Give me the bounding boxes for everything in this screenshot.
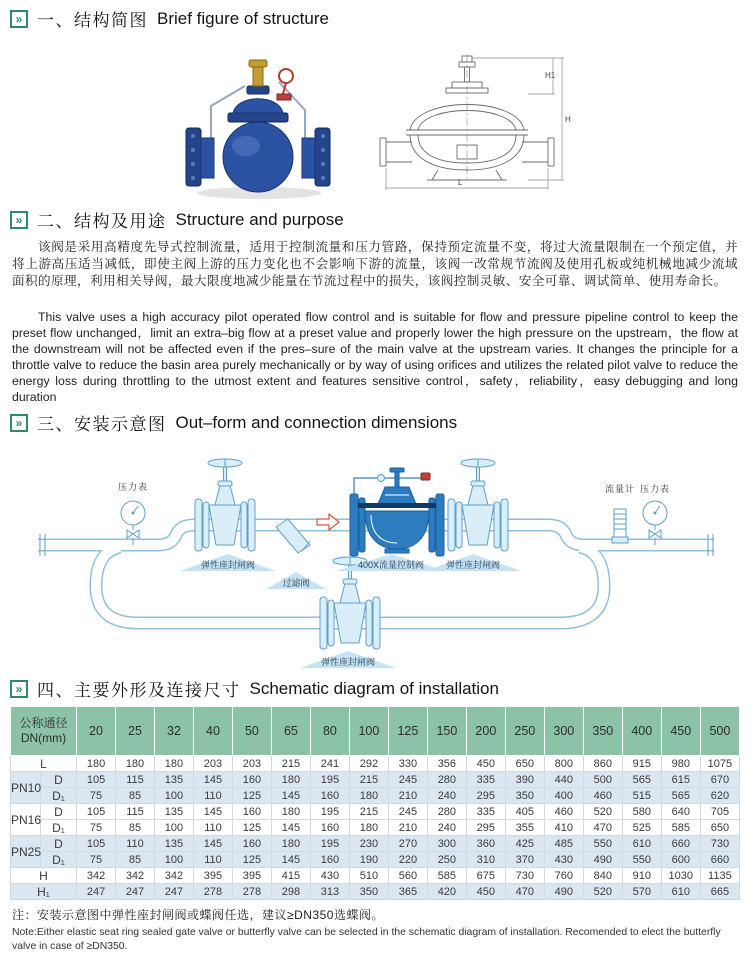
gate-valve-left-callout: 弹性座封闸阀 bbox=[180, 554, 276, 571]
dimension-cell: 160 bbox=[232, 836, 271, 852]
dimension-cell: 485 bbox=[544, 836, 583, 852]
dimension-cell: 310 bbox=[466, 852, 505, 868]
dimension-cell: 190 bbox=[349, 852, 388, 868]
section3-title-zh: 三、安装示意图 bbox=[37, 415, 167, 434]
section1-header bbox=[10, 6, 329, 31]
dimension-cell: 125 bbox=[232, 820, 271, 836]
dimension-cell: 180 bbox=[271, 836, 310, 852]
dimension-cell: 180 bbox=[154, 756, 193, 772]
section4-title-zh: 四、主要外形及连接尺寸 bbox=[37, 681, 241, 700]
dn-column-header: 65 bbox=[271, 707, 310, 756]
dimension-cell: 270 bbox=[388, 836, 427, 852]
dimension-cell: 330 bbox=[388, 756, 427, 772]
dimension-cell: 550 bbox=[622, 852, 661, 868]
dimension-cell: 760 bbox=[544, 868, 583, 884]
table-row bbox=[11, 756, 740, 772]
dimension-cell: 650 bbox=[505, 756, 544, 772]
dimension-cell: 160 bbox=[310, 852, 349, 868]
section1-title-zh: 一、结构简图 bbox=[37, 11, 148, 30]
dimension-cell: 75 bbox=[77, 852, 116, 868]
dimension-cell: 525 bbox=[622, 820, 661, 836]
dimension-cell: 100 bbox=[154, 852, 193, 868]
dn-column-header: 50 bbox=[232, 707, 271, 756]
dimension-cell: 520 bbox=[583, 884, 622, 900]
dimension-cell: 180 bbox=[77, 756, 116, 772]
section1-title-en: Brief figure of structure bbox=[157, 8, 329, 28]
dn-column-header: 300 bbox=[544, 707, 583, 756]
table-header-row bbox=[11, 707, 740, 756]
dimension-cell: 110 bbox=[193, 820, 232, 836]
table-row bbox=[11, 804, 740, 820]
dimension-cell: 1135 bbox=[700, 868, 739, 884]
dimension-cell: 105 bbox=[77, 772, 116, 788]
dimension-cell: 230 bbox=[349, 836, 388, 852]
dim-label-l: L bbox=[458, 178, 463, 187]
dimension-cell: 342 bbox=[77, 868, 116, 884]
table-row bbox=[11, 820, 740, 836]
dimension-cell: 110 bbox=[193, 852, 232, 868]
dimension-cell: 415 bbox=[271, 868, 310, 884]
table-corner-header: 公称通径 DN(mm) bbox=[11, 707, 77, 756]
dimension-cell: 195 bbox=[310, 836, 349, 852]
table-row bbox=[11, 868, 740, 884]
dimension-cell: 342 bbox=[116, 868, 155, 884]
dimension-cell: 210 bbox=[388, 820, 427, 836]
dimension-cell: 160 bbox=[310, 820, 349, 836]
dimension-cell: 160 bbox=[232, 804, 271, 820]
gate-valve-right bbox=[448, 459, 508, 551]
installation-diagram bbox=[0, 438, 750, 670]
row-label: D₁ bbox=[41, 788, 77, 804]
row-label: H bbox=[11, 868, 77, 884]
dimension-cell: 300 bbox=[427, 836, 466, 852]
dimension-cell: 280 bbox=[427, 804, 466, 820]
dimension-cell: 420 bbox=[427, 884, 466, 900]
dimension-cell: 220 bbox=[388, 852, 427, 868]
pressure-gauge-left bbox=[121, 501, 145, 545]
section2-header bbox=[10, 207, 344, 232]
section4-header bbox=[10, 676, 499, 701]
dimension-cell: 313 bbox=[310, 884, 349, 900]
dimension-cell: 490 bbox=[583, 852, 622, 868]
section-marker-icon: » bbox=[10, 10, 28, 28]
gate-valve-bypass-callout: 弹性座封闸阀 bbox=[300, 651, 396, 668]
dimension-cell: 430 bbox=[544, 852, 583, 868]
purpose-paragraph-zh: 该阀是采用高精度先导式控制流量，适用于控制流量和压力管路，保持预定流量不变，将过大流量限制在一个预定值，并将上游高压适当减低，即使主阀上游的压力变化也不会影响下游的流量，该阀一改常规节流阀及使用孔板或纯机械地减少流域面积的原理，利用相关导阀，最大限度地减少能量在节流过程中的损失，该阀控制灵敏、安全可靠、调试简单、使用寿命长。 bbox=[12, 240, 738, 288]
dimension-cell: 356 bbox=[427, 756, 466, 772]
dimension-cell: 245 bbox=[388, 772, 427, 788]
dimension-cell: 410 bbox=[544, 820, 583, 836]
dimension-cell: 135 bbox=[154, 836, 193, 852]
dimension-cell: 245 bbox=[388, 804, 427, 820]
dimension-cell: 335 bbox=[466, 804, 505, 820]
dimension-cell: 390 bbox=[505, 772, 544, 788]
dimension-cell: 670 bbox=[700, 772, 739, 788]
dimension-cell: 520 bbox=[583, 804, 622, 820]
dn-column-header: 500 bbox=[700, 707, 739, 756]
dimension-cell: 665 bbox=[700, 884, 739, 900]
dn-column-header: 200 bbox=[466, 707, 505, 756]
dimension-cell: 298 bbox=[271, 884, 310, 900]
dimension-cell: 125 bbox=[232, 788, 271, 804]
dimension-cell: 160 bbox=[310, 788, 349, 804]
table-row bbox=[11, 836, 740, 852]
dimension-cell: 247 bbox=[116, 884, 155, 900]
filter-valve-callout: 过滤阀 bbox=[266, 572, 326, 589]
row-label: H₁ bbox=[11, 884, 77, 900]
dimension-cell: 640 bbox=[661, 804, 700, 820]
section3-title-en: Out–form and connection dimensions bbox=[175, 412, 458, 432]
note-zh: 注：安装示意图中弹性座封闸阀或蝶阀任选，建议≥DN350选蝶阀。 bbox=[12, 908, 384, 922]
dimension-cell: 280 bbox=[427, 772, 466, 788]
dimension-cell: 470 bbox=[505, 884, 544, 900]
pressure-gauge-right bbox=[643, 501, 667, 545]
dimension-cell: 440 bbox=[544, 772, 583, 788]
dim-label-h: H bbox=[565, 115, 571, 124]
dimension-cell: 335 bbox=[466, 772, 505, 788]
dimension-cell: 85 bbox=[116, 788, 155, 804]
dimension-cell: 115 bbox=[116, 804, 155, 820]
dimension-cell: 85 bbox=[116, 820, 155, 836]
dimension-cell: 203 bbox=[193, 756, 232, 772]
dimension-cell: 195 bbox=[310, 804, 349, 820]
dimension-cell: 250 bbox=[427, 852, 466, 868]
dimension-cell: 915 bbox=[622, 756, 661, 772]
dn-column-header: 80 bbox=[310, 707, 349, 756]
dimension-cell: 75 bbox=[77, 820, 116, 836]
dn-column-header: 25 bbox=[116, 707, 155, 756]
dimension-cell: 240 bbox=[427, 788, 466, 804]
dimension-cell: 75 bbox=[77, 788, 116, 804]
dimension-cell: 180 bbox=[116, 756, 155, 772]
dimension-cell: 510 bbox=[349, 868, 388, 884]
dn-column-header: 250 bbox=[505, 707, 544, 756]
dimension-cell: 660 bbox=[661, 836, 700, 852]
dimension-cell: 180 bbox=[349, 788, 388, 804]
row-label: D bbox=[41, 804, 77, 820]
dn-column-header: 40 bbox=[193, 707, 232, 756]
dimension-cell: 145 bbox=[271, 788, 310, 804]
dimension-cell: 860 bbox=[583, 756, 622, 772]
dimension-cell: 395 bbox=[232, 868, 271, 884]
dimension-cell: 840 bbox=[583, 868, 622, 884]
section-marker-icon: » bbox=[10, 680, 28, 698]
dimension-cell: 145 bbox=[193, 836, 232, 852]
valve-photo bbox=[183, 52, 333, 202]
pressure-gauge-right-label: 压力表 bbox=[639, 484, 670, 494]
dimension-cell: 160 bbox=[232, 772, 271, 788]
dimension-cell: 135 bbox=[154, 772, 193, 788]
dimension-cell: 350 bbox=[505, 788, 544, 804]
dimension-cell: 215 bbox=[349, 772, 388, 788]
dimension-cell: 405 bbox=[505, 804, 544, 820]
dimension-cell: 145 bbox=[193, 804, 232, 820]
dimension-cell: 105 bbox=[77, 804, 116, 820]
dimension-cell: 730 bbox=[505, 868, 544, 884]
dimension-cell: 470 bbox=[583, 820, 622, 836]
dimension-cell: 240 bbox=[427, 820, 466, 836]
dimension-cell: 585 bbox=[427, 868, 466, 884]
dimension-cell: 292 bbox=[349, 756, 388, 772]
dimension-cell: 565 bbox=[622, 772, 661, 788]
dimension-cell: 560 bbox=[388, 868, 427, 884]
dimension-cell: 247 bbox=[77, 884, 116, 900]
dimensions-table bbox=[10, 706, 740, 900]
row-label: D₁ bbox=[41, 852, 77, 868]
dimension-cell: 450 bbox=[466, 884, 505, 900]
dimension-cell: 910 bbox=[622, 868, 661, 884]
dimension-cell: 100 bbox=[154, 820, 193, 836]
dimension-cell: 490 bbox=[544, 884, 583, 900]
row-label: D bbox=[41, 836, 77, 852]
pn-group-label: PN25 bbox=[11, 836, 41, 868]
dimension-cell: 241 bbox=[310, 756, 349, 772]
dimension-cell: 430 bbox=[310, 868, 349, 884]
dimension-cell: 460 bbox=[583, 788, 622, 804]
dimension-cell: 1075 bbox=[700, 756, 739, 772]
dimension-cell: 730 bbox=[700, 836, 739, 852]
section4-title-en: Schematic diagram of installation bbox=[249, 678, 499, 698]
table-row bbox=[11, 884, 740, 900]
dimension-cell: 580 bbox=[622, 804, 661, 820]
flow-meter-label: 流量计 bbox=[604, 484, 635, 494]
dimension-cell: 105 bbox=[77, 836, 116, 852]
dimension-cell: 295 bbox=[466, 788, 505, 804]
dimension-cell: 705 bbox=[700, 804, 739, 820]
row-label: D bbox=[41, 772, 77, 788]
dimension-cell: 460 bbox=[544, 804, 583, 820]
table-row bbox=[11, 788, 740, 804]
dim-label-h1: H1 bbox=[545, 71, 556, 80]
section-marker-icon: » bbox=[10, 414, 28, 432]
dimension-cell: 620 bbox=[700, 788, 739, 804]
dimension-cell: 215 bbox=[349, 804, 388, 820]
dn-column-header: 100 bbox=[349, 707, 388, 756]
dimension-cell: 125 bbox=[232, 852, 271, 868]
dimension-cell: 650 bbox=[700, 820, 739, 836]
control-valve-callout: 400X流量控制阀 bbox=[336, 554, 446, 571]
gate-valve-left bbox=[195, 459, 255, 551]
dimension-cell: 203 bbox=[232, 756, 271, 772]
dimension-cell: 615 bbox=[661, 772, 700, 788]
section2-title-en: Structure and purpose bbox=[175, 209, 344, 229]
section3-header bbox=[10, 410, 457, 435]
valve-drawing bbox=[372, 50, 577, 198]
dimension-cell: 195 bbox=[310, 772, 349, 788]
dimension-cell: 180 bbox=[271, 804, 310, 820]
dimension-cell: 365 bbox=[388, 884, 427, 900]
dn-column-header: 20 bbox=[77, 707, 116, 756]
pn-group-label: PN16 bbox=[11, 804, 41, 836]
dimension-cell: 180 bbox=[271, 772, 310, 788]
dimension-cell: 600 bbox=[661, 852, 700, 868]
dimension-cell: 425 bbox=[505, 836, 544, 852]
purpose-paragraph-en: This valve uses a high accuracy pilot operated flow control and is suitable for flow and pressure pipeline control to keep the preset flow unchanged，limit an extra–big flow at a preset value and properly lower the high pressure on the upstream，the flow at the downstream will not be affected even if the pres–sure of the main valve at the upstream varies. It changes the principle for a throttle valve to reduce the basin area purely mechanically or by way of using orifices and utilizes the related pilot valve to reduce the energy loss during throttling to the utmost extent and features sensitive control，safety，reliability，easy debugging and long duration bbox=[12, 310, 738, 404]
dn-column-header: 400 bbox=[622, 707, 661, 756]
row-label: D₁ bbox=[41, 820, 77, 836]
gate-valve-right-callout: 弹性座封闸阀 bbox=[425, 554, 521, 571]
dimension-cell: 135 bbox=[154, 804, 193, 820]
dimension-cell: 115 bbox=[116, 772, 155, 788]
dn-column-header: 150 bbox=[427, 707, 466, 756]
dimension-cell: 395 bbox=[193, 868, 232, 884]
dn-column-header: 125 bbox=[388, 707, 427, 756]
dimension-cell: 570 bbox=[622, 884, 661, 900]
dn-column-header: 350 bbox=[583, 707, 622, 756]
note-en: Note:Either elastic seat ring sealed gate valve or butterfly valve can be selected in the schematic diagram of installation. Recomended to elect the butterfly valve in case of ≥DN350. bbox=[12, 927, 721, 952]
dimension-cell: 660 bbox=[700, 852, 739, 868]
section2-title-zh: 二、结构及用途 bbox=[37, 212, 167, 231]
pn-group-label: PN10 bbox=[11, 772, 41, 804]
dn-column-header: 32 bbox=[154, 707, 193, 756]
dimension-cell: 360 bbox=[466, 836, 505, 852]
dimension-cell: 585 bbox=[661, 820, 700, 836]
dimension-cell: 980 bbox=[661, 756, 700, 772]
dimension-cell: 610 bbox=[661, 884, 700, 900]
dimension-cell: 278 bbox=[232, 884, 271, 900]
dimension-cell: 210 bbox=[388, 788, 427, 804]
pressure-gauge-left-label: 压力表 bbox=[117, 482, 148, 492]
dimension-cell: 145 bbox=[271, 820, 310, 836]
flow-meter bbox=[612, 509, 628, 543]
dimension-cell: 675 bbox=[466, 868, 505, 884]
dimension-cell: 215 bbox=[271, 756, 310, 772]
dimension-cell: 278 bbox=[193, 884, 232, 900]
dimension-cell: 550 bbox=[583, 836, 622, 852]
dimension-cell: 370 bbox=[505, 852, 544, 868]
table-row bbox=[11, 772, 740, 788]
dimension-cell: 350 bbox=[349, 884, 388, 900]
notes bbox=[12, 906, 746, 953]
dimension-cell: 85 bbox=[116, 852, 155, 868]
row-label: L bbox=[11, 756, 77, 772]
dimension-cell: 145 bbox=[271, 852, 310, 868]
dimension-cell: 145 bbox=[193, 772, 232, 788]
section-marker-icon: » bbox=[10, 211, 28, 229]
dimension-cell: 1030 bbox=[661, 868, 700, 884]
dimension-cell: 400 bbox=[544, 788, 583, 804]
dimension-cell: 110 bbox=[116, 836, 155, 852]
dimension-cell: 247 bbox=[154, 884, 193, 900]
dimension-cell: 342 bbox=[154, 868, 193, 884]
dn-column-header: 450 bbox=[661, 707, 700, 756]
dimension-cell: 355 bbox=[505, 820, 544, 836]
dimension-cell: 565 bbox=[661, 788, 700, 804]
flow-control-valve-400x bbox=[350, 468, 444, 556]
dimension-cell: 295 bbox=[466, 820, 505, 836]
table-row bbox=[11, 852, 740, 868]
dimension-cell: 800 bbox=[544, 756, 583, 772]
dimension-cell: 100 bbox=[154, 788, 193, 804]
dimension-cell: 110 bbox=[193, 788, 232, 804]
dimension-cell: 515 bbox=[622, 788, 661, 804]
dimension-cell: 610 bbox=[622, 836, 661, 852]
dimension-cell: 450 bbox=[466, 756, 505, 772]
dimension-cell: 180 bbox=[349, 820, 388, 836]
dimension-cell: 500 bbox=[583, 772, 622, 788]
figure-row bbox=[0, 48, 750, 203]
